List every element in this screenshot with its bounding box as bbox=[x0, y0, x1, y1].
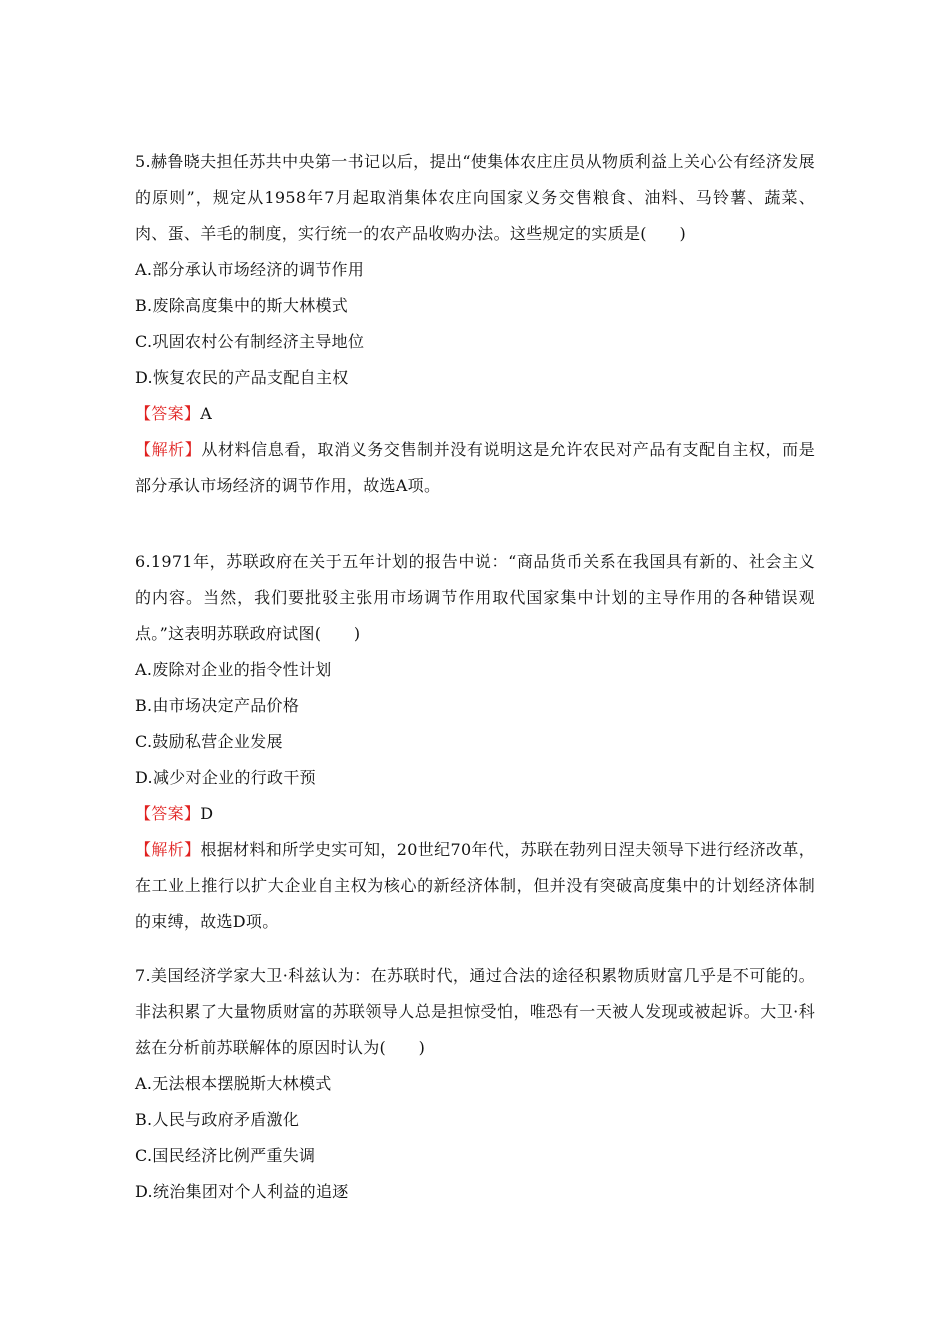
question-7-option-a: A.无法根本摆脱斯大林模式 bbox=[135, 1074, 332, 1093]
analysis-text: 从材料信息看，取消义务交售制并没有说明这是允许农民对产品有支配自主权，而是部分承认市场经济的调节作用，故选A项。 bbox=[135, 440, 815, 495]
question-5-option-b: B.废除高度集中的斯大林模式 bbox=[135, 296, 349, 315]
question-7 bbox=[135, 958, 815, 1210]
question-6-option-d: D.减少对企业的行政干预 bbox=[135, 768, 316, 787]
question-5-option-c: C.巩固农村公有制经济主导地位 bbox=[135, 332, 365, 351]
question-7-option-b: B.人民与政府矛盾激化 bbox=[135, 1110, 300, 1129]
question-6-option-c: C.鼓励私营企业发展 bbox=[135, 732, 283, 751]
question-5-analysis bbox=[135, 432, 815, 504]
question-7-option-c: C.国民经济比例严重失调 bbox=[135, 1146, 316, 1165]
analysis-tag: 【解析】 bbox=[135, 840, 201, 859]
question-5 bbox=[135, 144, 815, 504]
question-7-option-d: D.统治集团对个人利益的追逐 bbox=[135, 1182, 349, 1201]
question-6-option-b: B.由市场决定产品价格 bbox=[135, 696, 300, 715]
question-7-stem: 7.美国经济学家大卫·科兹认为：在苏联时代，通过合法的途径积累物质财富几乎是不可能的。非法积累了大量物质财富的苏联领导人总是担惊受怕，唯恐有一天被人发现或被起诉。大卫·科兹在分析前苏联解体的原因时认为( ) bbox=[135, 966, 815, 1057]
question-6-option-a: A.废除对企业的指令性计划 bbox=[135, 660, 332, 679]
question-5-option-d: D.恢复农民的产品支配自主权 bbox=[135, 368, 349, 387]
question-5-option-a: A.部分承认市场经济的调节作用 bbox=[135, 260, 365, 279]
answer-tag: 【答案】 bbox=[135, 404, 201, 423]
answer-value: A bbox=[200, 404, 213, 423]
question-6-answer bbox=[135, 796, 815, 832]
question-5-stem: 5.赫鲁晓夫担任苏共中央第一书记以后，提出“使集体农庄庄员从物质利益上关心公有经济发展的原则”，规定从1958年7月起取消集体农庄向国家义务交售粮食、油料、马铃薯、蔬菜、肉、蛋、羊毛的制度，实行统一的农产品收购办法。这些规定的实质是( ) bbox=[135, 152, 815, 243]
question-6 bbox=[135, 544, 815, 940]
answer-tag: 【答案】 bbox=[135, 804, 201, 823]
question-6-analysis bbox=[135, 832, 815, 940]
question-5-answer bbox=[135, 396, 815, 432]
answer-value: D bbox=[200, 804, 214, 823]
question-6-stem: 6.1971年，苏联政府在关于五年计划的报告中说：“商品货币关系在我国具有新的、社会主义的内容。当然，我们要批驳主张用市场调节作用取代国家集中计划的主导作用的各种错误观点。”这表明苏联政府试图( ) bbox=[135, 552, 815, 643]
analysis-text: 根据材料和所学史实可知，20世纪70年代，苏联在勃列日涅夫领导下进行经济改革，在工业上推行以扩大企业自主权为核心的新经济体制，但并没有突破高度集中的计划经济体制的束缚，故选D项。 bbox=[135, 840, 816, 931]
analysis-tag: 【解析】 bbox=[135, 440, 202, 459]
